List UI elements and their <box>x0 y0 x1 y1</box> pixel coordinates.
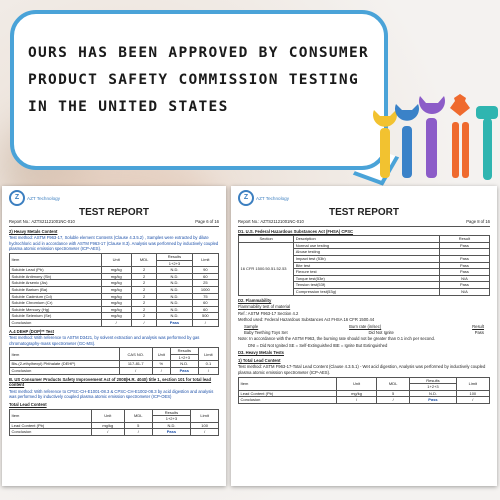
page-number: Page 8 of 16 <box>466 219 490 224</box>
conclusion-row <box>10 319 219 326</box>
table-cell: Pass <box>439 242 489 249</box>
table-subheader: 1+2+3 <box>152 416 191 423</box>
table-row <box>10 306 219 313</box>
table-header: MDL <box>376 377 409 390</box>
table-header: Result <box>439 236 489 243</box>
table-header: Item <box>239 377 337 390</box>
table-cell: 100 <box>191 422 219 429</box>
table-row <box>239 242 490 249</box>
table-cell: Conclusion <box>10 429 92 436</box>
table-cell: N.D. <box>410 390 456 397</box>
right-lead-table <box>238 377 490 404</box>
table-cell: mg/kg <box>101 300 131 307</box>
table-cell: / <box>101 319 131 326</box>
table-cell: N.D. <box>157 313 192 320</box>
table-cell: Soluble Barium (Ba) <box>10 286 102 293</box>
table-cell: / <box>198 368 218 375</box>
table-row <box>10 422 219 429</box>
table-cell: 2 <box>131 267 156 274</box>
table-cell <box>439 249 489 256</box>
pass-result: Pass <box>152 429 191 436</box>
table-header: MDL <box>124 409 152 422</box>
section-heading: D1. U.S. Federal Hazardous Substances Act (FHSA) CPSC <box>238 228 354 234</box>
table-cell: 5 <box>376 390 409 397</box>
flam-burn-rate: Did Not Ignite <box>368 329 394 335</box>
table-cell: 1000 <box>192 286 218 293</box>
table-cell: N.D. <box>157 306 192 313</box>
report-logo <box>238 190 490 206</box>
table-header: Results <box>152 409 191 416</box>
conclusion-row <box>10 429 219 436</box>
section-heading: D2. Flammability <box>238 297 272 303</box>
section-heading: 2) Heavy Metals Content <box>9 228 58 234</box>
page-number: Page 6 of 16 <box>195 219 219 224</box>
table-header: Results <box>170 348 198 355</box>
table-cell: Lead Content (Pb) <box>239 390 337 397</box>
table-cell: mg/kg <box>101 306 131 313</box>
table-cell: / <box>119 368 152 375</box>
table-row <box>10 267 219 274</box>
table-cell: N/A <box>439 275 489 282</box>
flammability-line: Flammability test of material <box>238 304 291 310</box>
table-cell: Compression test(53g) <box>294 288 440 295</box>
table-cell: / <box>124 429 152 436</box>
table-cell: Bite test <box>294 262 440 269</box>
table-header: Item <box>10 348 120 361</box>
table-cell: mg/kg <box>337 390 377 397</box>
table-cell: 75 <box>192 293 218 300</box>
table-cell: Soluble Chromium (Cr) <box>10 300 102 307</box>
table-cell: Flexure test <box>294 269 440 276</box>
heavy-metals-table <box>9 253 219 327</box>
logo-text: AZT Technology <box>256 195 290 201</box>
table-cell: mg/kg <box>91 422 124 429</box>
table-cell: 0.1 <box>198 361 218 368</box>
table-header: Limit <box>456 377 489 390</box>
subsection-heading: Total Lead Content <box>9 402 47 408</box>
table-cell: 500 <box>192 313 218 320</box>
table-row <box>10 293 219 300</box>
table-cell: 2 <box>131 300 156 307</box>
table-cell: Pass <box>439 262 489 269</box>
section-heading: D3. Heavy Metals Tests <box>238 350 285 356</box>
table-header: Unit <box>337 377 377 390</box>
table-cell: Soluble Arsenic (As) <box>10 280 102 287</box>
conclusion-row <box>10 368 219 375</box>
flam-col-burn-rate: Burn rate (in/sec) <box>349 323 382 329</box>
report-meta <box>238 219 490 227</box>
table-header: Limit <box>191 409 219 422</box>
table-cell: mg/kg <box>101 313 131 320</box>
table-cell: Soluble Antimony (Sb) <box>10 273 102 280</box>
table-cell: N.D. <box>157 273 192 280</box>
test-method-text: Test method: ASTM F963-17, Soluble element Contents (Clause 4.3.5.2) , Samples were extracted by dilute hydrochloric acid in accordance with ASTM F963-17 (Clause 8.3). Analysis was performed by inductively coupled plasma atomic emission spectrometer (ICP-AES). <box>9 235 219 252</box>
table-cell: N.D. <box>157 280 192 287</box>
table-cell: Conclusion <box>10 368 120 375</box>
test-method-text: Test method: With reference to CPSC-CH-E1001-08.3 & CPSC-CH-E1002-08.3 by acid digestion and analysis was performed by inductively coupled plasma atomic emission spectrometer (ICP-OES) <box>9 388 214 400</box>
table-cell: 2 <box>131 293 156 300</box>
table-row <box>10 361 219 368</box>
table-row <box>10 273 219 280</box>
table-cell: / <box>192 319 218 326</box>
table-cell: / <box>376 397 409 404</box>
table-cell: Bis-(2-ethylhexyl) Phthalate (DEHP) <box>10 361 120 368</box>
total-lead-table <box>9 409 219 436</box>
yellow-wrench-toy <box>373 110 397 178</box>
purple-wrench-toy <box>419 96 445 178</box>
table-cell: Normal use testing <box>294 242 440 249</box>
table-cell: 100 <box>456 390 489 397</box>
table-cell: 60 <box>192 306 218 313</box>
table-cell: 2 <box>131 313 156 320</box>
table-header: Results <box>410 377 456 384</box>
table-cell: Conclusion <box>239 397 337 404</box>
test-method-text: Test method: With reference to ASTM D3421, by solvent extraction and analysis was performed by gas chromatography-mass spectrometer (GC-MS). <box>9 335 200 346</box>
table-cell: 5 <box>124 422 152 429</box>
table-row <box>10 300 219 307</box>
flammability-line: Method used: Federal Hazardous Substances Act FHSA 16 CFR 1500.44 <box>238 317 375 323</box>
table-row <box>10 313 219 320</box>
table-subheader: 1+2+3 <box>157 260 192 267</box>
teether-toys <box>372 88 500 186</box>
table-subheader: 1+2+3 <box>170 354 198 361</box>
table-cell: Pass <box>439 269 489 276</box>
report-meta <box>9 219 219 227</box>
flam-result: Pass <box>474 329 484 335</box>
table-cell: 117-81-7 <box>119 361 152 368</box>
table-cell: / <box>337 397 377 404</box>
table-cell: 25 <box>192 280 218 287</box>
table-header: Limit <box>192 253 218 266</box>
section-cell: 16 CFR 1500.50.51.52.53 <box>239 242 294 295</box>
pass-result: Pass <box>157 319 192 326</box>
table-cell: 60 <box>192 300 218 307</box>
table-cell: N.D. <box>157 300 192 307</box>
table-cell: Pass <box>439 255 489 262</box>
table-cell: / <box>152 368 170 375</box>
table-header: Unit <box>101 253 131 266</box>
table-cell: mg/kg <box>101 286 131 293</box>
pass-result: Pass <box>410 397 456 404</box>
fhsa-table <box>238 235 490 295</box>
flam-col-result: Result <box>472 323 484 329</box>
table-cell: Abuse testing <box>294 249 440 256</box>
table-cell: N.D. <box>157 286 192 293</box>
table-cell: / <box>91 429 124 436</box>
table-cell: 2 <box>131 306 156 313</box>
report-number: Report No.: AZTS21121001NC-010 <box>238 219 304 224</box>
table-cell: mg/kg <box>101 267 131 274</box>
table-cell: / <box>131 319 156 326</box>
table-header: Unit <box>91 409 124 422</box>
table-header-row <box>10 253 219 260</box>
table-header-row <box>239 236 490 243</box>
table-header: Section <box>239 236 294 243</box>
table-cell: / <box>456 397 489 404</box>
table-cell: 90 <box>192 267 218 274</box>
table-cell: 2 <box>131 286 156 293</box>
logo-text: AZT Technology <box>27 195 61 201</box>
table-cell: N.D. <box>152 422 191 429</box>
table-cell: Lead Content (Pb) <box>10 422 92 429</box>
headline-text: OURS HAS BEEN APPROVED BY CONSUMER PRODUCT SAFETY COMMISSION TESTING IN THE UNITED STATES <box>28 45 370 115</box>
azt-logo-icon: Z <box>238 190 254 206</box>
table-cell: N.D. <box>170 361 198 368</box>
table-header: Limit <box>198 348 218 361</box>
table-row <box>10 286 219 293</box>
table-header: Unit <box>152 348 170 361</box>
table-cell: 60 <box>192 273 218 280</box>
flammability-line: Ref.: ASTM F963-17 Section 4.2 <box>238 310 299 316</box>
table-header: Description <box>294 236 440 243</box>
table-cell: 2 <box>131 280 156 287</box>
table-cell: / <box>191 429 219 436</box>
flam-col-sample: Sample <box>244 323 259 329</box>
orange-pliers-toy <box>450 94 470 178</box>
teal-hammer-toy <box>476 106 498 180</box>
table-cell: Tension test(53f) <box>294 282 440 289</box>
table-cell: N.D. <box>157 293 192 300</box>
azt-logo-icon: Z <box>9 190 25 206</box>
table-header: MDL <box>131 253 156 266</box>
table-cell: % <box>152 361 170 368</box>
blue-wrench-toy <box>395 104 419 178</box>
pass-result: Pass <box>170 368 198 375</box>
table-cell: Torque test(53e) <box>294 275 440 282</box>
table-cell: N.D. <box>157 267 192 274</box>
test-method-text: Test method: ASTM F963-17-Total Lead Content (Clause 4.3.5.1) - Wet acid digestion, Analysis was performed by inductively coupled plasma atomic emission spectrometer (ICP-AES). <box>238 364 486 376</box>
table-header: Item <box>10 253 102 266</box>
test-report-left <box>2 186 226 486</box>
table-header: Item <box>10 409 92 422</box>
report-number: Report No.: AZTS21121001NC-010 <box>9 219 75 224</box>
subsection-heading: 1) Total Lead Content <box>238 357 281 363</box>
table-subheader: 1+2+3 <box>410 384 456 391</box>
table-cell: Soluble Cadmium (Cd) <box>10 293 102 300</box>
table-cell: Impact test (53b) <box>294 255 440 262</box>
report-logo <box>9 190 219 206</box>
flammability-row <box>238 330 490 336</box>
note-text: Note: In accordance with the ASTM F963, the burning rate should not be greater than 0.1 inch per second. <box>238 336 435 342</box>
test-report-right <box>231 186 497 486</box>
note-legend: DNI = Did Not Ignited SE = Self-Extinguished IBE = Ignite But Extinguished <box>248 342 388 348</box>
dehp-table <box>9 347 219 374</box>
flam-sample: Baby Teething Toys Set <box>244 329 288 335</box>
section-heading: A.4 DEHP (DOP)** Test <box>9 328 54 334</box>
report-title: TEST REPORT <box>78 207 149 218</box>
table-cell: N/A <box>439 288 489 295</box>
table-cell: mg/kg <box>101 293 131 300</box>
table-header: CAS NO. <box>119 348 152 361</box>
table-header: Results <box>157 253 192 260</box>
table-cell: Soluble Mercury (Hg) <box>10 306 102 313</box>
table-cell: mg/kg <box>101 280 131 287</box>
table-cell: mg/kg <box>101 273 131 280</box>
table-cell: Soluble Selenium (Se) <box>10 313 102 320</box>
report-title: TEST REPORT <box>328 207 399 218</box>
table-row <box>10 280 219 287</box>
table-cell: Conclusion <box>10 319 102 326</box>
table-cell: Soluble Lead (Pb) <box>10 267 102 274</box>
table-cell: Pass <box>439 282 489 289</box>
section-heading: B. US Consumer Products Safety Improvement Act of 2008(H.R. 4040) title 1, section 101 for total lead content <box>9 376 212 388</box>
table-cell: 2 <box>131 273 156 280</box>
conclusion-row <box>239 397 490 404</box>
table-row <box>239 390 490 397</box>
